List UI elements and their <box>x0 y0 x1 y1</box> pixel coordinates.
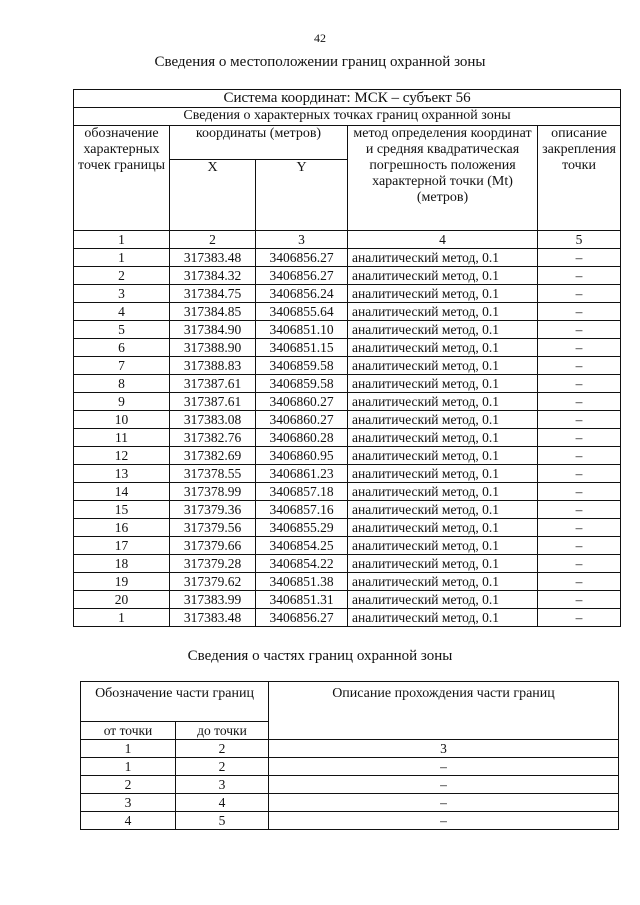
table-row <box>74 591 621 609</box>
table-row <box>81 776 619 794</box>
point-number-cell: 2 <box>74 267 170 285</box>
y-coordinate-cell: 3406854.22 <box>256 555 348 573</box>
table-row <box>74 321 621 339</box>
from-point-cell: 2 <box>81 776 176 794</box>
to-point-cell: 2 <box>176 758 269 776</box>
x-coordinate-cell: 317383.48 <box>170 249 256 267</box>
column-number: 3 <box>256 231 348 249</box>
header-coordinates: координаты (метров) <box>170 126 348 160</box>
x-coordinate-cell: 317379.56 <box>170 519 256 537</box>
page-number: 42 <box>314 31 326 45</box>
fixing-cell: – <box>538 411 621 429</box>
boundary-points-table <box>73 89 621 627</box>
method-cell: аналитический метод, 0.1 <box>348 519 538 537</box>
coordinate-system-label: Система координат: МСК – субъект 56 <box>74 90 621 108</box>
method-cell: аналитический метод, 0.1 <box>348 591 538 609</box>
fixing-cell: – <box>538 555 621 573</box>
x-coordinate-cell: 317382.76 <box>170 429 256 447</box>
fixing-cell: – <box>538 447 621 465</box>
x-coordinate-cell: 317379.62 <box>170 573 256 591</box>
fixing-cell: – <box>538 501 621 519</box>
point-number-cell: 11 <box>74 429 170 447</box>
table-row <box>74 429 621 447</box>
fixing-cell: – <box>538 267 621 285</box>
method-cell: аналитический метод, 0.1 <box>348 501 538 519</box>
method-cell: аналитический метод, 0.1 <box>348 555 538 573</box>
method-cell: аналитический метод, 0.1 <box>348 303 538 321</box>
table-row <box>74 537 621 555</box>
fixing-cell: – <box>538 429 621 447</box>
x-coordinate-cell: 317387.61 <box>170 375 256 393</box>
x-coordinate-cell: 317383.48 <box>170 609 256 627</box>
fixing-cell: – <box>538 609 621 627</box>
fixing-cell: – <box>538 573 621 591</box>
table-row <box>74 285 621 303</box>
fixing-cell: – <box>538 303 621 321</box>
x-coordinate-cell: 317378.55 <box>170 465 256 483</box>
header-x: X <box>170 160 256 231</box>
header-from-point: от точки <box>81 722 176 740</box>
table-row <box>81 758 619 776</box>
method-cell: аналитический метод, 0.1 <box>348 411 538 429</box>
method-cell: аналитический метод, 0.1 <box>348 357 538 375</box>
header-part-designation: Обозначение части границ <box>81 682 269 722</box>
column-number: 2 <box>176 740 269 758</box>
fixing-cell: – <box>538 285 621 303</box>
points-subheading: Сведения о характерных точках границ охранной зоны <box>74 108 621 126</box>
table-row <box>74 501 621 519</box>
from-point-cell: 4 <box>81 812 176 830</box>
method-cell: аналитический метод, 0.1 <box>348 429 538 447</box>
header-method: метод определения координат и средняя квадратическая погрешность положения характерной точки (Mt) (метров) <box>348 126 538 231</box>
method-cell: аналитический метод, 0.1 <box>348 537 538 555</box>
table-row <box>74 393 621 411</box>
fixing-cell: – <box>538 483 621 501</box>
fixing-cell: – <box>538 591 621 609</box>
fixing-cell: – <box>538 357 621 375</box>
point-number-cell: 7 <box>74 357 170 375</box>
to-point-cell: 3 <box>176 776 269 794</box>
column-number: 3 <box>269 740 619 758</box>
method-cell: аналитический метод, 0.1 <box>348 339 538 357</box>
column-number: 1 <box>81 740 176 758</box>
y-coordinate-cell: 3406851.15 <box>256 339 348 357</box>
part-description-cell: – <box>269 776 619 794</box>
method-cell: аналитический метод, 0.1 <box>348 267 538 285</box>
point-number-cell: 1 <box>74 249 170 267</box>
method-cell: аналитический метод, 0.1 <box>348 483 538 501</box>
header-fixing: описание закрепления точки <box>538 126 621 231</box>
table-row <box>74 339 621 357</box>
x-coordinate-cell: 317388.90 <box>170 339 256 357</box>
y-coordinate-cell: 3406851.10 <box>256 321 348 339</box>
y-coordinate-cell: 3406855.29 <box>256 519 348 537</box>
point-number-cell: 8 <box>74 375 170 393</box>
method-cell: аналитический метод, 0.1 <box>348 375 538 393</box>
x-coordinate-cell: 317384.90 <box>170 321 256 339</box>
y-coordinate-cell: 3406859.58 <box>256 357 348 375</box>
fixing-cell: – <box>538 519 621 537</box>
x-coordinate-cell: 317387.61 <box>170 393 256 411</box>
y-coordinate-cell: 3406854.25 <box>256 537 348 555</box>
point-number-cell: 17 <box>74 537 170 555</box>
x-coordinate-cell: 317384.85 <box>170 303 256 321</box>
column-number: 5 <box>538 231 621 249</box>
point-number-cell: 4 <box>74 303 170 321</box>
header-point-designation: обозначение характерных точек границы <box>74 126 170 231</box>
from-point-cell: 3 <box>81 794 176 812</box>
y-coordinate-cell: 3406859.58 <box>256 375 348 393</box>
table-row <box>81 794 619 812</box>
point-number-cell: 13 <box>74 465 170 483</box>
column-number-row <box>74 231 621 249</box>
x-coordinate-cell: 317383.99 <box>170 591 256 609</box>
y-coordinate-cell: 3406860.28 <box>256 429 348 447</box>
x-coordinate-cell: 317388.83 <box>170 357 256 375</box>
x-coordinate-cell: 317379.28 <box>170 555 256 573</box>
table-row <box>74 555 621 573</box>
boundary-parts-table <box>80 681 619 830</box>
table-row <box>74 519 621 537</box>
table-row <box>74 267 621 285</box>
method-cell: аналитический метод, 0.1 <box>348 285 538 303</box>
table-row <box>74 465 621 483</box>
point-number-cell: 14 <box>74 483 170 501</box>
y-coordinate-cell: 3406857.18 <box>256 483 348 501</box>
table-row <box>74 357 621 375</box>
column-number: 1 <box>74 231 170 249</box>
point-number-cell: 6 <box>74 339 170 357</box>
x-coordinate-cell: 317378.99 <box>170 483 256 501</box>
x-coordinate-cell: 317384.32 <box>170 267 256 285</box>
fixing-cell: – <box>538 339 621 357</box>
x-coordinate-cell: 317383.08 <box>170 411 256 429</box>
y-coordinate-cell: 3406856.27 <box>256 609 348 627</box>
y-coordinate-cell: 3406857.16 <box>256 501 348 519</box>
method-cell: аналитический метод, 0.1 <box>348 321 538 339</box>
header-to-point: до точки <box>176 722 269 740</box>
y-coordinate-cell: 3406860.95 <box>256 447 348 465</box>
part-description-cell: – <box>269 794 619 812</box>
to-point-cell: 5 <box>176 812 269 830</box>
y-coordinate-cell: 3406856.24 <box>256 285 348 303</box>
header-y: Y <box>256 160 348 231</box>
point-number-cell: 20 <box>74 591 170 609</box>
table-row <box>74 249 621 267</box>
fixing-cell: – <box>538 321 621 339</box>
table-row <box>81 812 619 830</box>
section-title-parts: Сведения о частях границ охранной зоны <box>187 648 453 664</box>
part-description-cell: – <box>269 758 619 776</box>
point-number-cell: 3 <box>74 285 170 303</box>
part-description-cell: – <box>269 812 619 830</box>
fixing-cell: – <box>538 375 621 393</box>
fixing-cell: – <box>538 393 621 411</box>
x-coordinate-cell: 317379.66 <box>170 537 256 555</box>
table-row <box>74 483 621 501</box>
table-row <box>74 447 621 465</box>
to-point-cell: 4 <box>176 794 269 812</box>
point-number-cell: 19 <box>74 573 170 591</box>
point-number-cell: 18 <box>74 555 170 573</box>
x-coordinate-cell: 317384.75 <box>170 285 256 303</box>
point-number-cell: 15 <box>74 501 170 519</box>
fixing-cell: – <box>538 249 621 267</box>
x-coordinate-cell: 317379.36 <box>170 501 256 519</box>
point-number-cell: 12 <box>74 447 170 465</box>
table-row <box>74 573 621 591</box>
parts-column-number-row <box>81 740 619 758</box>
method-cell: аналитический метод, 0.1 <box>348 393 538 411</box>
method-cell: аналитический метод, 0.1 <box>348 573 538 591</box>
table-row <box>74 303 621 321</box>
section-title-boundaries: Сведения о местоположении границ охранной зоны <box>154 54 486 70</box>
table-row <box>74 375 621 393</box>
method-cell: аналитический метод, 0.1 <box>348 447 538 465</box>
y-coordinate-cell: 3406861.23 <box>256 465 348 483</box>
method-cell: аналитический метод, 0.1 <box>348 465 538 483</box>
y-coordinate-cell: 3406855.64 <box>256 303 348 321</box>
y-coordinate-cell: 3406851.31 <box>256 591 348 609</box>
y-coordinate-cell: 3406856.27 <box>256 267 348 285</box>
point-number-cell: 16 <box>74 519 170 537</box>
method-cell: аналитический метод, 0.1 <box>348 249 538 267</box>
x-coordinate-cell: 317382.69 <box>170 447 256 465</box>
y-coordinate-cell: 3406851.38 <box>256 573 348 591</box>
method-cell: аналитический метод, 0.1 <box>348 609 538 627</box>
y-coordinate-cell: 3406860.27 <box>256 411 348 429</box>
point-number-cell: 1 <box>74 609 170 627</box>
table-row <box>74 609 621 627</box>
table-row <box>74 411 621 429</box>
fixing-cell: – <box>538 465 621 483</box>
fixing-cell: – <box>538 537 621 555</box>
column-number: 2 <box>170 231 256 249</box>
y-coordinate-cell: 3406856.27 <box>256 249 348 267</box>
point-number-cell: 5 <box>74 321 170 339</box>
from-point-cell: 1 <box>81 758 176 776</box>
point-number-cell: 10 <box>74 411 170 429</box>
column-number: 4 <box>348 231 538 249</box>
point-number-cell: 9 <box>74 393 170 411</box>
header-part-description: Описание прохождения части границ <box>269 682 619 740</box>
y-coordinate-cell: 3406860.27 <box>256 393 348 411</box>
